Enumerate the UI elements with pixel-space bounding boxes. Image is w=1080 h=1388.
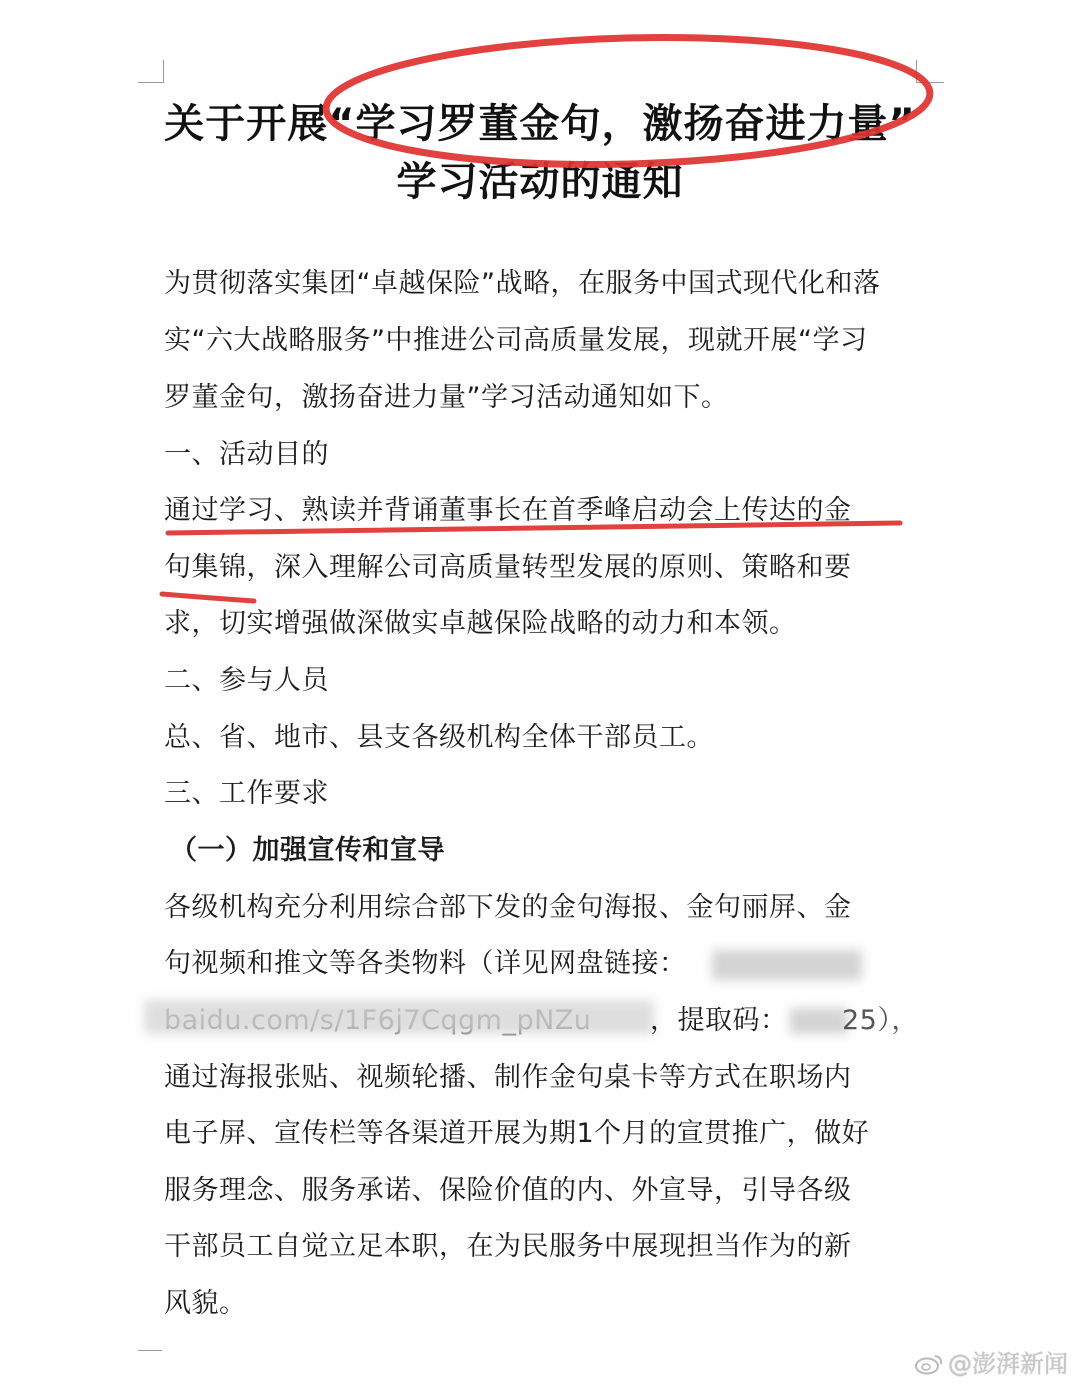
document-title-line-2: 学习活动的通知 [396,159,684,205]
crop-mark-top-right-h [916,82,944,83]
extract-code-tail: 25）， [842,1005,919,1036]
body-line: 为贯彻落实集团“卓越保险”战略，在服务中国式现代化和落 [164,268,881,299]
weibo-logo-icon [914,1353,944,1375]
redacted-link-part-1 [712,950,862,980]
section-heading-purpose: 一、活动目的 [164,439,329,470]
redacted-link-part-2 [144,1000,654,1034]
body-line: 句视频和推文等各类物料（详见网盘链接： [164,948,687,979]
body-line: 电子屏、宣传栏等各渠道开展为期1个月的宣贯推广，做好 [164,1118,870,1149]
document-title-line-1: 关于开展“学习罗董金句，激扬奋进力量” [164,101,916,147]
crop-mark-bottom-left-h [138,1350,162,1351]
extract-code-label: ，提取码： [650,1005,788,1036]
crop-mark-top-right-v [916,60,917,83]
body-line: 服务理念、服务承诺、保险价值的内、外宣导，引导各级 [164,1175,852,1206]
watermark [914,1344,1068,1379]
body-line: 求，切实增强做深做实卓越保险战略的动力和本领。 [164,608,797,639]
body-line: 句集锦，深入理解公司高质量转型发展的原则、策略和要 [164,552,852,583]
body-line: 通过学习、熟读并背诵董事长在首季峰启动会上传达的金 [164,495,852,526]
section-heading-requirements: 三、工作要求 [164,778,329,809]
section-heading-participants: 二、参与人员 [164,665,329,696]
body-line: 总、省、地市、县支各级机构全体干部员工。 [164,722,714,753]
body-line: 通过海报张贴、视频轮播、制作金句桌卡等方式在职场内 [164,1062,852,1093]
crop-mark-top-left-h [138,82,164,83]
body-line: 各级机构充分利用综合部下发的金句海报、金句丽屏、金 [164,892,852,923]
body-line: 风貌。 [164,1288,247,1319]
redacted-extract-code [790,1008,848,1034]
body-line: 罗董金句，激扬奋进力量”学习活动通知如下。 [164,382,729,413]
body-line: 干部员工自觉立足本职，在为民服务中展现担当作为的新 [164,1231,852,1262]
watermark-text: @澎湃新闻 [948,1350,1068,1378]
crop-mark-top-left-v [163,60,164,83]
body-line: 实“六大战略服务”中推进公司高质量发展，现就开展“学习 [164,325,868,356]
red-underline-annotation-short [162,594,254,601]
subsection-heading: （一）加强宣传和宣导 [170,835,445,866]
